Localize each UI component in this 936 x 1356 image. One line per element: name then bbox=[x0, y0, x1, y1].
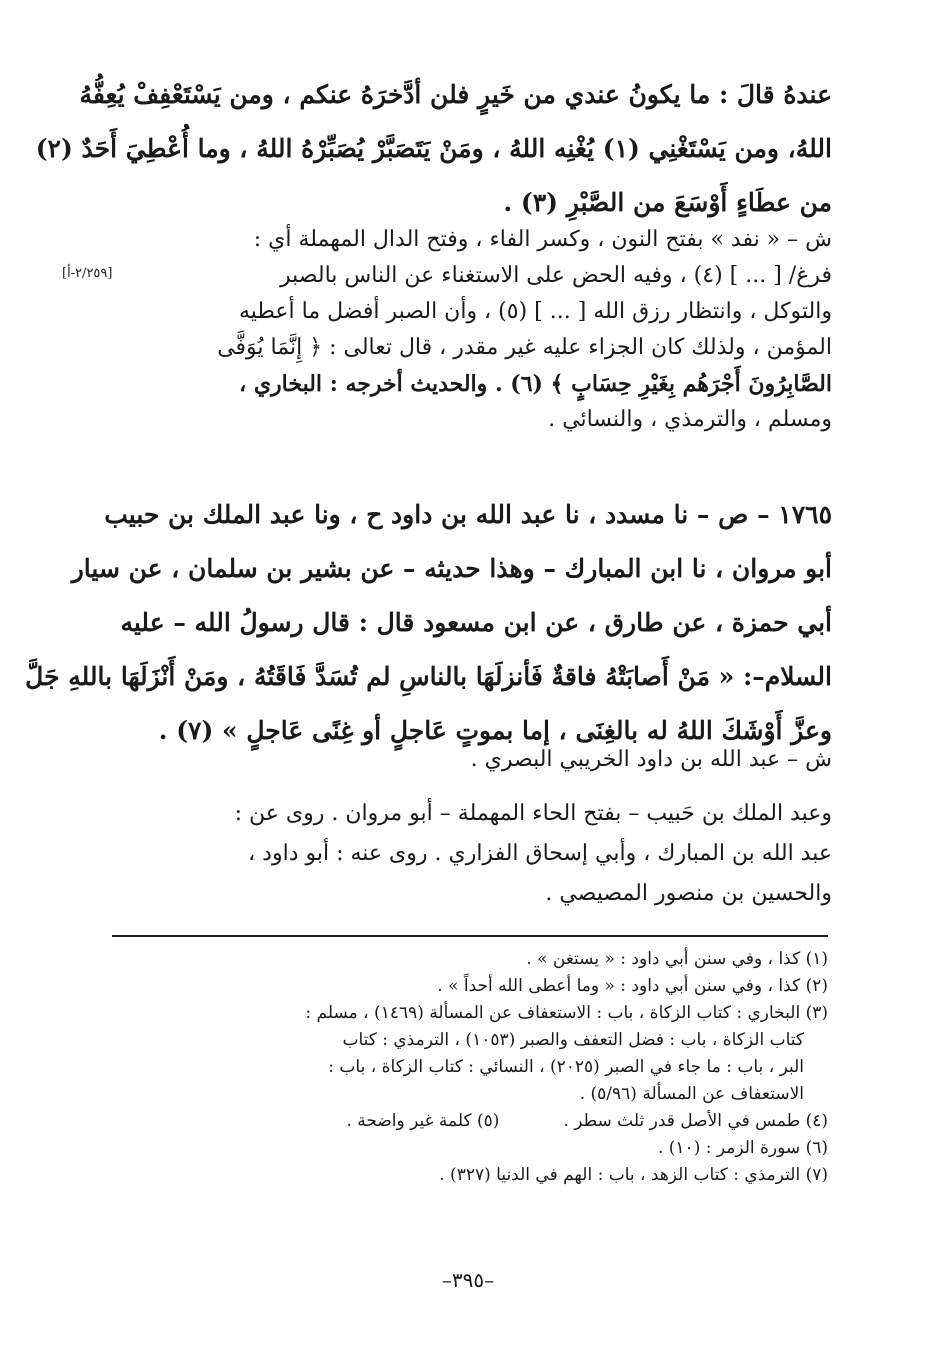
manuscript-margin-reference: [٢/٢٥٩-أ] bbox=[62, 266, 113, 281]
footnote-separator bbox=[112, 935, 828, 937]
commentary-line: ش – « نفد » بفتح النون ، وكسر الفاء ، وفتح الدال المهملة أي : bbox=[253, 227, 832, 252]
commentary-line: وعبد الملك بن حَبيب – بفتح الحاء المهملة – أبو مروان . روى عن : bbox=[234, 801, 832, 826]
commentary-line: المؤمن ، ولذلك كان الجزاء عليه غير مقدر ، قال تعالى : ﴿ إِنَّمَا يُوَفَّى bbox=[217, 335, 832, 360]
footnote-3-continued: كتاب الزكاة ، باب : فضل التعفف والصبر (١٠٥٣) ، الترمذي : كتاب bbox=[342, 1030, 804, 1050]
hadith-line: وعزَّ أَوْشَكَ اللهُ له بالغِنَى ، إما بموتٍ عَاجلٍ أو غِنًى عَاجلٍ » (٧) . bbox=[158, 716, 832, 745]
footnotes-4-5-row bbox=[112, 1108, 828, 1135]
commentary-line: ش – عبد الله بن داود الخريبي البصري . bbox=[470, 747, 832, 772]
footnote-1: (١) كذا ، وفي سنن أبي داود : « يستغن » . bbox=[526, 949, 828, 969]
hadith-line: أبي حمزة ، عن طارق ، عن ابن مسعود قال : قال رسولُ الله – عليه bbox=[120, 608, 832, 637]
footnote-2: (٢) كذا ، وفي سنن أبي داود : « وما أعطى الله أحداً » . bbox=[437, 976, 828, 996]
commentary-line: عبد الله بن المبارك ، وأبي إسحاق الفزاري . روى عنه : أبو داود ، bbox=[248, 841, 832, 866]
hadith-line: أبو مروان ، نا ابن المبارك – وهذا حديثه – عن بشير بن سلمان ، عن سيار bbox=[71, 554, 832, 583]
footnote-6: (٦) سورة الزمر : (١٠) . bbox=[657, 1138, 828, 1158]
commentary-line: والحسين بن منصور المصيصي . bbox=[545, 881, 832, 906]
footnote-4: (٤) طمس في الأصل قدر ثلث سطر . bbox=[563, 1111, 828, 1131]
hadith-line: اللهُ، ومن يَسْتَغْنِي (١) يُغْنِه اللهُ ، ومَنْ يَتَصَبَّرْ يُصَبِّرْهُ اللهُ ، وما أُعْطِيَ أَحَدٌ (٢) bbox=[35, 134, 832, 163]
commentary-1765-biography bbox=[102, 794, 832, 914]
footnote-3: (٣) البخاري : كتاب الزكاة ، باب : الاستعفاف عن المسألة (١٤٦٩) ، مسلم : bbox=[305, 1003, 828, 1023]
commentary-1764 bbox=[102, 222, 832, 438]
page-number: –٣٩٥– bbox=[441, 1268, 495, 1292]
commentary-1765-narrator bbox=[102, 742, 832, 778]
footnote-3-continued: الاستعفاف عن المسألة (٥/٩٦) . bbox=[579, 1084, 804, 1104]
footnote-5: (٥) كلمة غير واضحة . bbox=[346, 1111, 500, 1131]
footnote-7: (٧) الترمذي : كتاب الزهد ، باب : الهم في الدنيا (٣٢٧) . bbox=[439, 1165, 828, 1185]
hadith-line: عندهُ قالَ : ما يكونُ عندي من خَيرٍ فلن أدَّخرَهُ عنكم ، ومن يَسْتَعْفِفْ يُعِفُّهُ bbox=[79, 80, 832, 109]
footnote-3-continued: البر ، باب : ما جاء في الصبر (٢٠٢٥) ، النسائي : كتاب الزكاة ، باب : bbox=[328, 1057, 804, 1077]
commentary-line: والتوكل ، وانتظار رزق الله [ ... ] (٥) ، وأن الصبر أفضل ما أعطيه bbox=[238, 299, 832, 324]
footnotes bbox=[112, 946, 828, 1189]
hadith-line: من عطَاءٍ أَوْسَعَ من الصَّبْرِ (٣) . bbox=[503, 188, 832, 217]
commentary-line: فرغ/ [ ... ] (٤) ، وفيه الحض على الاستغناء عن الناس بالصبر bbox=[280, 263, 832, 288]
quran-verse-line: الصَّابِرُونَ أَجْرَهُم بِغَيْرِ حِسَابٍ ﴾ (٦) . والحديث أخرجه : البخاري ، bbox=[239, 371, 832, 397]
hadith-line: ١٧٦٥ – ص – نا مسدد ، نا عبد الله بن داود ح ، ونا عبد الملك بن حبيب bbox=[104, 500, 832, 529]
commentary-line: ومسلم ، والترمذي ، والنسائي . bbox=[548, 407, 832, 432]
hadith-1765 bbox=[25, 488, 832, 758]
hadith-1764-ending bbox=[35, 68, 832, 230]
hadith-line: السلام–: « مَنْ أَصابَتْهُ فاقةٌ فَأنزلَهَا بالناسِ لم تُسَدَّ فَاقَتُهُ ، ومَنْ أَنْزَلَهَا باللهِ جَلَّ bbox=[25, 662, 832, 691]
